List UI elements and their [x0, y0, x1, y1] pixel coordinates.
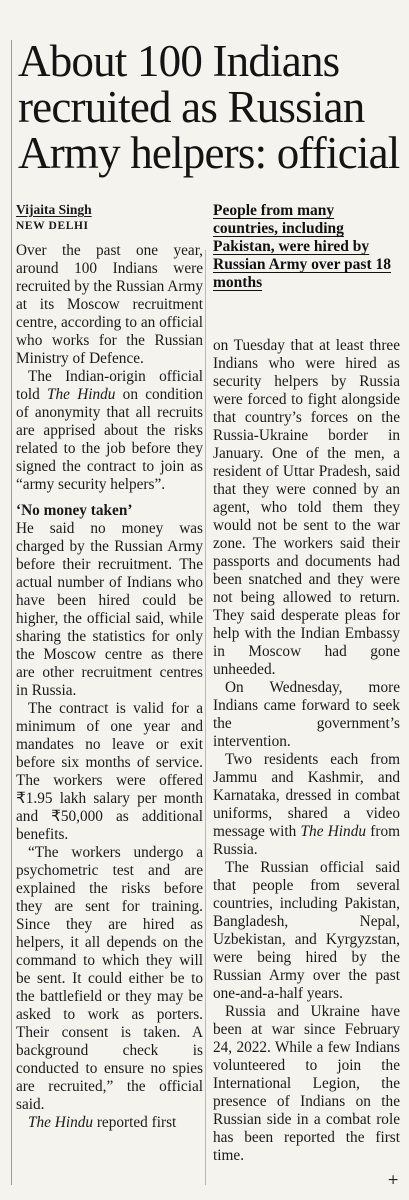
text-run: on condition of anonymity that all recruits are apprised about the risks related to the job before they signed the contract to join as “army security helpers”.: [16, 386, 203, 493]
paragraph: “The workers undergo a psychometric test and are explained the risks before they are sent for training. Since they are hired as helpers, it all depends on the command to which they will be sent. It could either be to the battlefield or they may be asked to work as porters. Their consent is taken. A background check is conducted to ensure no spies are recruited,” the official said.: [16, 844, 203, 1113]
headline-line-3: Army helpers: official: [18, 128, 400, 178]
registration-mark: +: [387, 1172, 399, 1188]
left-margin-rule: [11, 40, 12, 1185]
paragraph: [16, 1114, 203, 1132]
publication-name: The Hindu: [28, 1114, 94, 1131]
paragraph: On Wednesday, more Indians came forward to seek the government’s intervention.: [213, 679, 400, 750]
text-run: The Indian-origin official told: [16, 368, 203, 403]
article-column-right: [213, 202, 400, 1165]
column-divider: [205, 250, 206, 1185]
text-run: Two residents each from Jammu and Kashmir, and Karnataka, dressed in combat uniforms, shared a video message with: [213, 751, 400, 840]
section-subhead: ‘No money taken’: [16, 502, 133, 519]
article-column-left: [16, 202, 203, 1132]
paragraph: Over the past one year, around 100 Indians were recruited by the Russian Army at its Moscow recruitment centre, according to an official who works for the Russian Ministry of Defence.: [16, 242, 204, 367]
paragraph: [16, 368, 203, 494]
text-run: from Russia.: [213, 823, 400, 858]
headline-line-1: About 100 Indians: [18, 36, 340, 86]
pull-quote: People from many countries, including Pakistan, were hired by Russian Army over past 18 months: [213, 202, 391, 291]
dateline: NEW DELHI: [16, 220, 89, 232]
byline: Vijaita Singh: [16, 202, 92, 217]
paragraph: The contract is valid for a minimum of one year and mandates no leave or exit before six months of service. The workers were offered ₹1.95 lakh salary per month and ₹50,000 as additional benefits.: [16, 700, 203, 843]
headline-line-2: recruited as Russian: [18, 82, 365, 132]
text-run: reported first: [93, 1114, 177, 1131]
publication-name: The Hindu: [300, 823, 366, 840]
publication-name: The Hindu: [47, 386, 116, 403]
headline: [18, 38, 403, 176]
paragraph: [213, 751, 400, 859]
paragraph: He said no money was charged by the Russian Army before their recruitment. The actual number of Indians who have been hired could be higher, the official said, while sharing the statistics for only the Moscow centre as there are other recruitment centres in Russia.: [16, 520, 203, 699]
paragraph: The Russian official said that people from several countries, including Pakistan, Bangladesh, Nepal, Uzbekistan, and Kyrgyzstan, were being hired by the Russian Army over the past one-and-a-half years.: [213, 859, 400, 1002]
paragraph: Russia and Ukraine have been at war since February 24, 2022. While a few Indians volunteered to join the International Legion, the presence of Indians on the Russian side in a combat role has been reported the first time.: [213, 1003, 400, 1164]
paragraph: on Tuesday that at least three Indians who were hired as security helpers by Russia were forced to fight alongside that country’s forces on the Russia-Ukraine border in January. One of the men, a resident of Uttar Pradesh, said that they were conned by an agent, who told them they would not be sent to the war zone. The workers said their passports and documents had been snatched and they were not being allowed to return. They said desperate pleas for help with the Indian Embassy in Moscow had gone unheeded.: [213, 337, 400, 678]
